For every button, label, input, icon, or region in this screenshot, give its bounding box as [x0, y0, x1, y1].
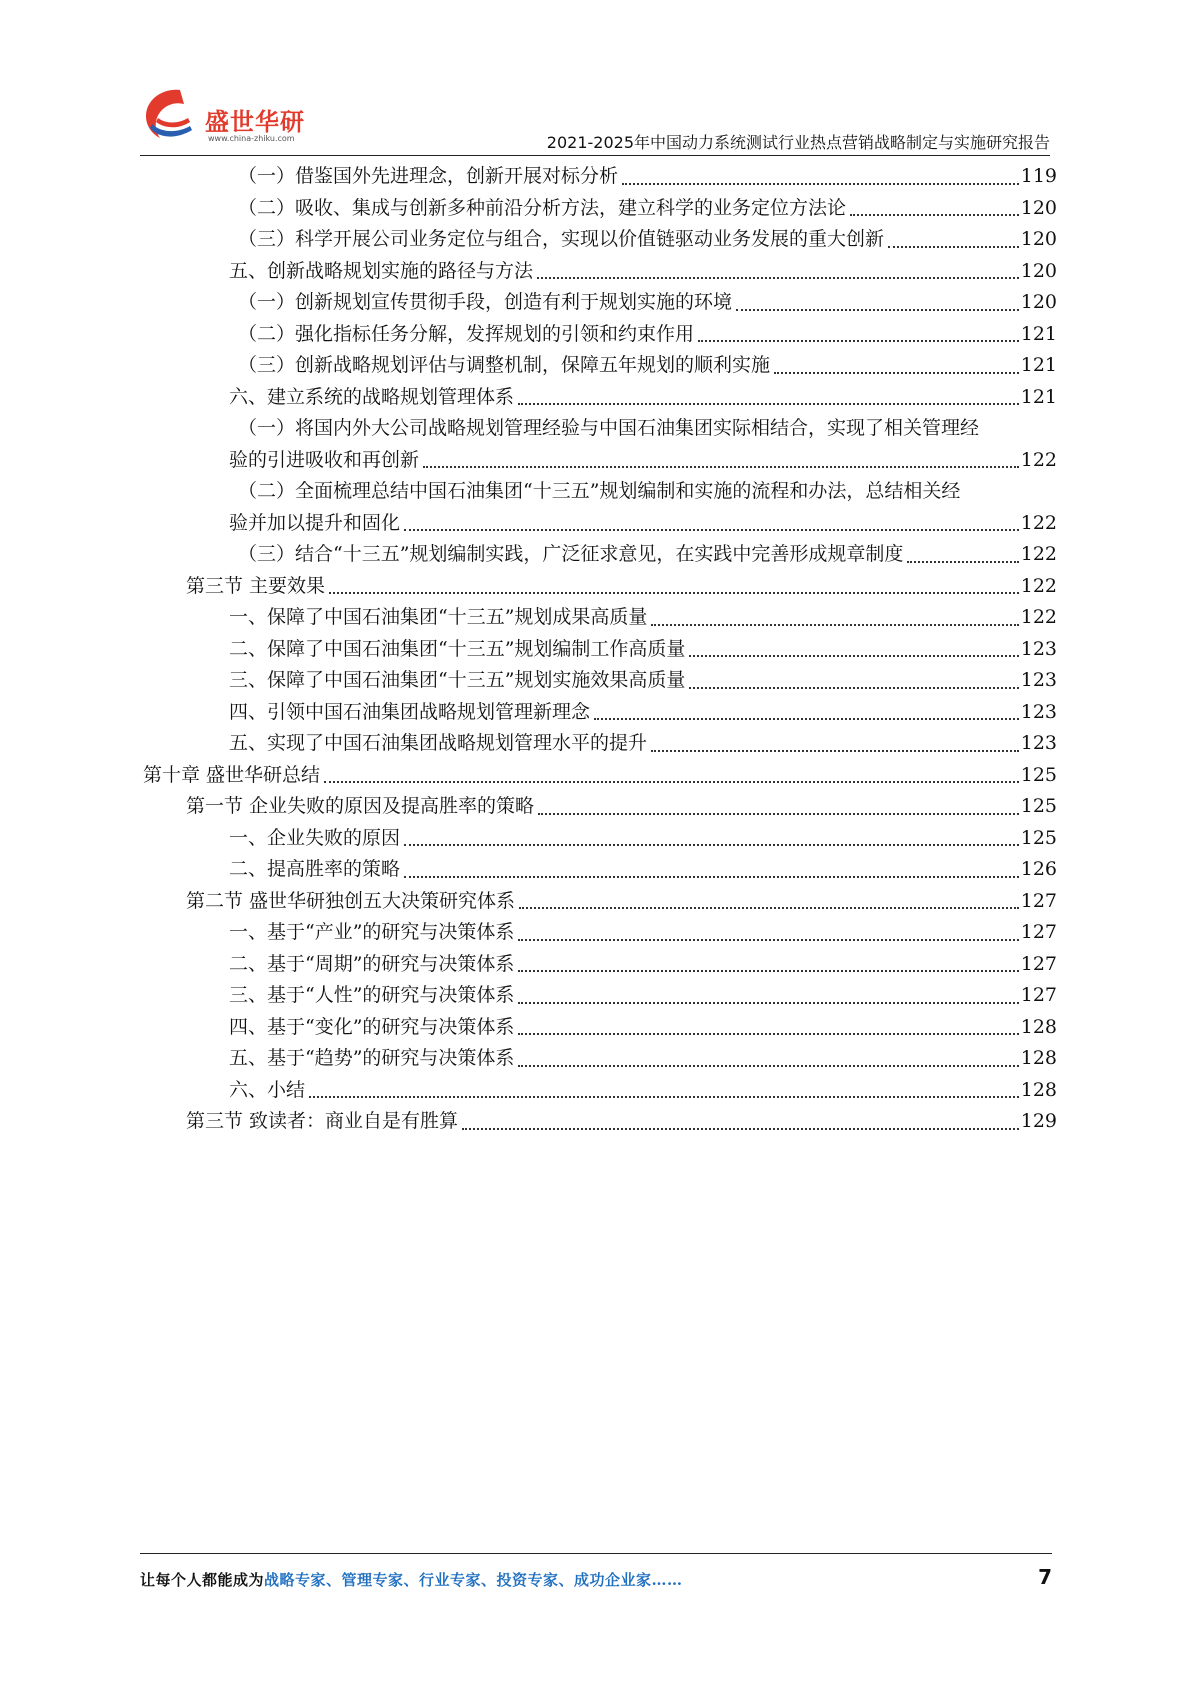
logo-text: 盛世华研	[205, 108, 305, 136]
toc-entry-label: （二）全面梳理总结中国石油集团“十三五”规划编制和实施的流程和办法，总结相关经	[238, 480, 961, 502]
dot-leader	[888, 246, 1019, 248]
dot-leader	[404, 844, 1019, 846]
toc-entry-label: 六、小结	[229, 1078, 306, 1101]
dot-leader	[698, 340, 1019, 342]
toc-page-number: 120	[1020, 196, 1057, 219]
toc-entry-label: 第三节 致读者：商业自是有胜算	[186, 1110, 459, 1132]
dot-leader	[518, 403, 1019, 405]
toc-entry[interactable]	[143, 350, 1057, 382]
footer-slogan	[140, 1569, 683, 1590]
toc-page-number: 121	[1020, 354, 1057, 376]
dot-leader	[594, 718, 1019, 720]
toc-page-number: 127	[1020, 952, 1057, 975]
toc-entry-label: （一）创新规划宣传贯彻手段，创造有利于规划实施的环境	[238, 291, 733, 313]
dot-leader	[404, 529, 1019, 531]
toc-entry[interactable]	[143, 1106, 1057, 1138]
toc-entry[interactable]	[143, 224, 1057, 256]
toc-entry[interactable]	[143, 760, 1057, 792]
toc-entry-label: 五、基于“趋势”的研究与决策体系	[229, 1047, 515, 1069]
toc-entry-label: （一）借鉴国外先进理念，创新开展对标分析	[238, 165, 619, 187]
dot-leader	[324, 781, 1019, 783]
toc-entry-label: （一）将国内外大公司战略规划管理经验与中国石油集团实际相结合，实现了相关管理经	[238, 417, 980, 439]
toc-entry-label-continued: 验的引进吸收和再创新	[229, 448, 420, 471]
dot-leader	[518, 1065, 1018, 1067]
toc-entry-label: （二）强化指标任务分解，发挥规划的引领和约束作用	[238, 322, 695, 345]
toc-entry[interactable]	[143, 886, 1057, 918]
toc-entry[interactable]	[143, 476, 1057, 539]
toc-page-number: 125	[1020, 763, 1057, 786]
toc-page-number: 126	[1020, 858, 1057, 880]
toc-entry[interactable]	[143, 1043, 1057, 1075]
dot-leader	[537, 277, 1019, 279]
dot-leader	[462, 1128, 1019, 1130]
toc-page-number: 128	[1020, 1015, 1057, 1038]
toc-page-number: 122	[1020, 606, 1057, 628]
toc-entry-label: 第二节 盛世华研独创五大决策研究体系	[186, 889, 516, 912]
dot-leader	[309, 1096, 1019, 1098]
toc-entry-label: （二）吸收、集成与创新多种前沿分析方法，建立科学的业务定位方法论	[238, 196, 847, 219]
toc-entry[interactable]	[143, 697, 1057, 729]
toc-page-number: 123	[1020, 669, 1057, 691]
dot-leader	[736, 309, 1019, 311]
dot-leader	[651, 624, 1018, 626]
toc-page-number: 120	[1020, 228, 1057, 250]
toc-entry[interactable]	[143, 319, 1057, 351]
dot-leader	[622, 183, 1019, 185]
toc-page-number: 127	[1020, 984, 1057, 1006]
toc-entry-label: 二、基于“周期”的研究与决策体系	[229, 952, 515, 975]
toc-entry-label: 一、企业失败的原因	[229, 826, 401, 849]
toc-entry[interactable]	[143, 949, 1057, 981]
footer-divider	[140, 1553, 1052, 1554]
toc-entry[interactable]	[143, 193, 1057, 225]
toc-entry-label: 三、基于“人性”的研究与决策体系	[229, 984, 515, 1006]
toc-entry-label: 第三节 主要效果	[186, 574, 326, 597]
toc-entry-label: 第一节 企业失败的原因及提高胜率的策略	[186, 795, 535, 817]
toc-entry-label: 一、基于“产业”的研究与决策体系	[229, 921, 515, 943]
toc-entry[interactable]	[143, 854, 1057, 886]
toc-entry[interactable]	[143, 823, 1057, 855]
header-divider	[140, 155, 1050, 156]
toc-entry-label: 六、建立系统的战略规划管理体系	[229, 385, 515, 408]
document-title: 2021-2025年中国动力系统测试行业热点营销战略制定与实施研究报告	[546, 133, 1050, 152]
toc-entry[interactable]	[143, 161, 1057, 193]
toc-page-number: 120	[1020, 291, 1057, 313]
toc-entry-label: 二、保障了中国石油集团“十三五”规划编制工作高质量	[229, 637, 686, 660]
dot-leader	[518, 1002, 1018, 1004]
toc-entry[interactable]	[143, 256, 1057, 288]
dot-leader	[519, 907, 1019, 909]
slogan-highlight: 战略专家、管理专家、行业专家、投资专家、成功企业家……	[264, 1571, 683, 1589]
dot-leader	[850, 214, 1019, 216]
toc-entry-label: 二、提高胜率的策略	[229, 858, 401, 880]
dot-leader	[329, 592, 1019, 594]
toc-page-number: 122	[1020, 448, 1057, 471]
dot-leader	[651, 750, 1019, 752]
page-number: 7	[1038, 1565, 1052, 1589]
toc-entry-label: 四、基于“变化”的研究与决策体系	[229, 1015, 515, 1038]
toc-entry[interactable]	[143, 980, 1057, 1012]
toc-entry[interactable]	[143, 634, 1057, 666]
company-logo	[140, 84, 310, 146]
dot-leader	[518, 1033, 1018, 1035]
toc-entry[interactable]	[143, 539, 1057, 571]
toc-entry-label: 一、保障了中国石油集团“十三五”规划成果高质量	[229, 606, 648, 628]
toc-entry-label: （三）科学开展公司业务定位与组合，实现以价值链驱动业务发展的重大创新	[238, 228, 885, 250]
toc-page-number: 127	[1020, 921, 1057, 943]
toc-entry-label-continued: 验并加以提升和固化	[229, 511, 401, 534]
toc-entry[interactable]	[143, 602, 1057, 634]
toc-page-number: 128	[1020, 1047, 1057, 1069]
toc-page-number: 120	[1020, 259, 1057, 282]
dot-leader	[518, 939, 1018, 941]
toc-entry[interactable]	[143, 1075, 1057, 1107]
toc-page-number: 119	[1020, 165, 1057, 187]
slogan-lead: 让每个人都能成为	[140, 1571, 265, 1589]
toc-page-number: 125	[1020, 826, 1057, 849]
toc-page-number: 122	[1020, 574, 1057, 597]
toc-page-number: 122	[1020, 543, 1057, 565]
dot-leader	[774, 372, 1019, 374]
logo-url: www.china-zhiku.com	[208, 134, 295, 143]
dot-leader	[423, 466, 1019, 468]
dot-leader	[689, 655, 1018, 657]
dot-leader	[907, 561, 1018, 563]
toc-entry-label: （三）创新战略规划评估与调整机制，保障五年规划的顺利实施	[238, 354, 771, 376]
page-footer	[140, 1565, 1052, 1595]
toc-page-number: 123	[1020, 637, 1057, 660]
toc-entry[interactable]	[143, 287, 1057, 319]
toc-page-number: 121	[1020, 385, 1057, 408]
dot-leader	[689, 687, 1018, 689]
toc-page-number: 123	[1020, 700, 1057, 723]
toc-page-number: 123	[1020, 732, 1057, 754]
toc-page-number: 128	[1020, 1078, 1057, 1101]
toc-entry-label: 三、保障了中国石油集团“十三五”规划实施效果高质量	[229, 669, 686, 691]
toc-page-number: 122	[1020, 511, 1057, 534]
toc-entry-label: 五、创新战略规划实施的路径与方法	[229, 259, 534, 282]
toc-entry[interactable]	[143, 665, 1057, 697]
toc-entry-label: 五、实现了中国石油集团战略规划管理水平的提升	[229, 732, 648, 754]
toc-entry-label: （三）结合“十三五”规划编制实践，广泛征求意见，在实践中完善形成规章制度	[238, 543, 904, 565]
toc-entry[interactable]	[143, 571, 1057, 603]
toc-page-number: 121	[1020, 322, 1057, 345]
dot-leader	[518, 970, 1018, 972]
toc-page-number: 125	[1020, 795, 1057, 817]
toc-entry[interactable]	[143, 917, 1057, 949]
toc-entry[interactable]	[143, 1012, 1057, 1044]
dot-leader	[404, 876, 1019, 878]
logo-emblem-icon	[140, 84, 202, 142]
page-header	[140, 84, 1050, 156]
toc-entry[interactable]	[143, 728, 1057, 760]
toc-page-number: 129	[1020, 1110, 1057, 1132]
toc-entry[interactable]	[143, 413, 1057, 476]
toc-entry-label: 四、引领中国石油集团战略规划管理新理念	[229, 700, 591, 723]
toc-entry-label: 第十章 盛世华研总结	[143, 763, 321, 786]
toc-entry[interactable]	[143, 791, 1057, 823]
table-of-contents	[143, 161, 1057, 1138]
dot-leader	[538, 813, 1019, 815]
toc-page-number: 127	[1020, 889, 1057, 912]
toc-entry[interactable]	[143, 382, 1057, 414]
